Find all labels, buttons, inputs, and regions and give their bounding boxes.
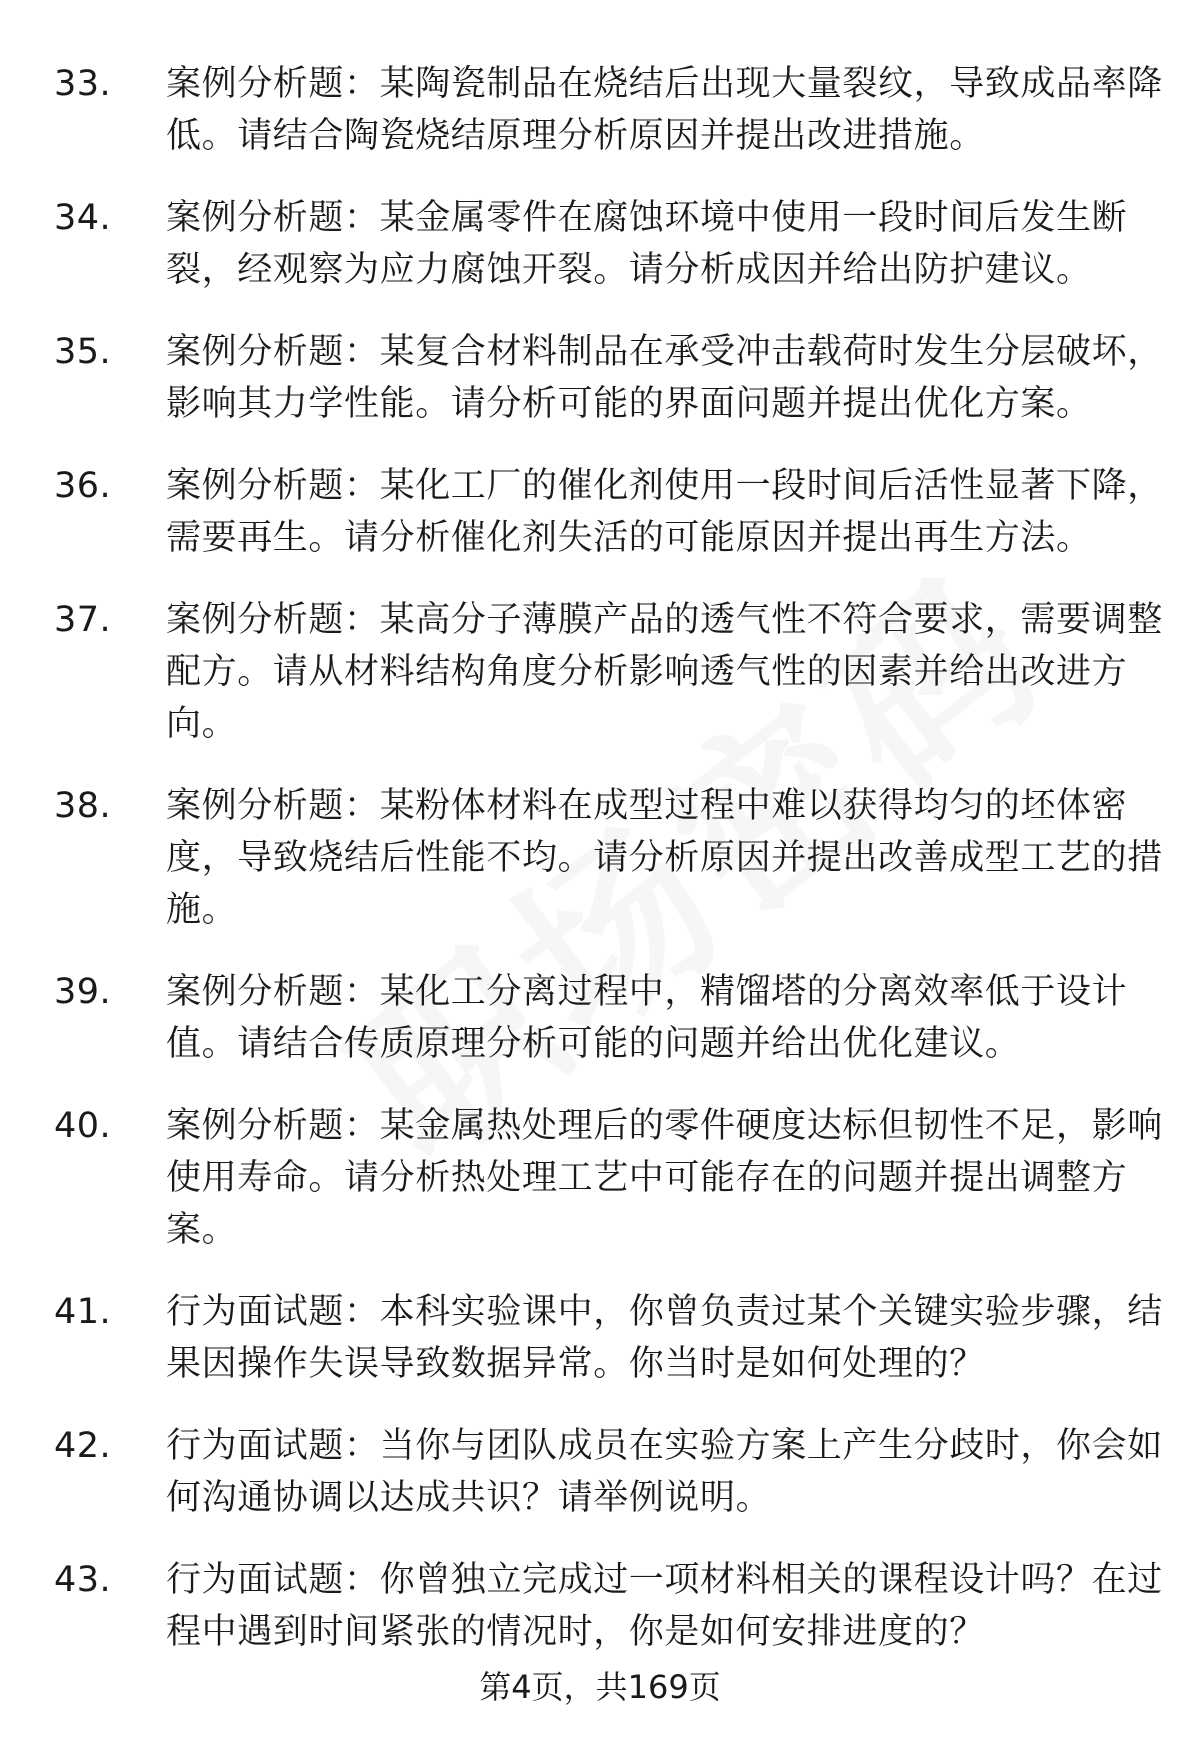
question-text: 行为面试题：当你与团队成员在实验方案上产生分歧时，你会如何沟通协调以达成共识？请举例说明。 [166, 1426, 1163, 1518]
list-item [0, 594, 1200, 750]
question-number: 34. [54, 198, 112, 238]
question-text: 案例分析题：某化工厂的催化剂使用一段时间后活性显著下降，需要再生。请分析催化剂失活的可能原因并提出再生方法。 [166, 466, 1163, 558]
list-item [0, 780, 1200, 936]
question-text: 案例分析题：某粉体材料在成型过程中难以获得均匀的坯体密度，导致烧结后性能不均。请分析原因并提出改善成型工艺的措施。 [166, 786, 1163, 930]
question-number: 43. [54, 1560, 112, 1600]
question-text: 案例分析题：某复合材料制品在承受冲击载荷时发生分层破坏，影响其力学性能。请分析可能的界面问题并提出优化方案。 [166, 332, 1163, 424]
question-text: 案例分析题：某化工分离过程中，精馏塔的分离效率低于设计值。请结合传质原理分析可能的问题并给出优化建议。 [166, 972, 1128, 1064]
question-text: 行为面试题：你曾独立完成过一项材料相关的课程设计吗？在过程中遇到时间紧张的情况时，你是如何安排进度的？ [166, 1560, 1163, 1652]
question-number: 40. [54, 1106, 112, 1146]
question-number: 37. [54, 600, 112, 640]
question-text: 案例分析题：某陶瓷制品在烧结后出现大量裂纹，导致成品率降低。请结合陶瓷烧结原理分析原因并提出改进措施。 [166, 64, 1163, 156]
question-number: 35. [54, 332, 112, 372]
question-text: 案例分析题：某金属零件在腐蚀环境中使用一段时间后发生断裂，经观察为应力腐蚀开裂。请分析成因并给出防护建议。 [166, 198, 1128, 290]
question-text: 行为面试题：本科实验课中，你曾负责过某个关键实验步骤，结果因操作失误导致数据异常。你当时是如何处理的？ [166, 1292, 1163, 1384]
question-number: 38. [54, 786, 112, 826]
question-number: 41. [54, 1292, 112, 1332]
list-item [0, 192, 1200, 296]
question-number: 33. [54, 64, 112, 104]
question-text: 案例分析题：某金属热处理后的零件硬度达标但韧性不足，影响使用寿命。请分析热处理工艺中可能存在的问题并提出调整方案。 [166, 1106, 1163, 1250]
list-item [0, 1100, 1200, 1256]
list-item [0, 58, 1200, 162]
list-item [0, 966, 1200, 1070]
list-item [0, 460, 1200, 564]
list-item [0, 1420, 1200, 1524]
list-item [0, 1286, 1200, 1390]
question-number: 39. [54, 972, 112, 1012]
list-item [0, 1554, 1200, 1658]
question-number: 36. [54, 466, 112, 506]
page-footer: 第4页，共169页 [479, 1668, 721, 1706]
question-text: 案例分析题：某高分子薄膜产品的透气性不符合要求，需要调整配方。请从材料结构角度分析影响透气性的因素并给出改进方向。 [166, 600, 1163, 744]
question-number: 42. [54, 1426, 112, 1466]
question-list [0, 58, 1200, 1688]
list-item [0, 326, 1200, 430]
